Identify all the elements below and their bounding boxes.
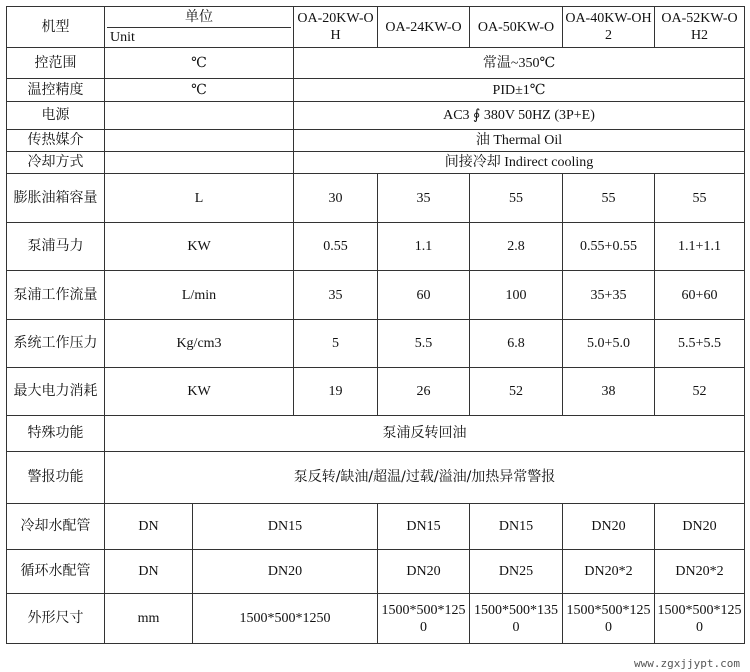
row-unit: L/min: [105, 271, 294, 320]
row-cell: 60: [378, 271, 470, 320]
row-cell: 55: [563, 174, 655, 223]
row-cell: 35+35: [563, 271, 655, 320]
row-label: 警报功能: [7, 452, 105, 504]
row-cell: 55: [655, 174, 745, 223]
row-power-supply: [7, 102, 745, 130]
row-tank: [7, 174, 745, 223]
row-label: 传热媒介: [7, 130, 105, 152]
row-dimensions: [7, 594, 745, 644]
model-2: OA-24KW-O: [378, 7, 470, 48]
model-4: OA-40KW-OH2: [563, 7, 655, 48]
row-value: AC3 ∮ 380V 50HZ (3P+E): [294, 102, 745, 130]
row-pressure: [7, 320, 745, 368]
row-label: 膨胀油箱容量: [7, 174, 105, 223]
row-cell: 6.8: [470, 320, 563, 368]
row-cell: 0.55: [294, 223, 378, 271]
row-cell: DN20: [655, 504, 745, 550]
row-medium: [7, 130, 745, 152]
row-cell: 1.1: [378, 223, 470, 271]
row-cell: DN20*2: [563, 550, 655, 594]
row-cell: 52: [655, 368, 745, 416]
row-cell: DN20: [563, 504, 655, 550]
row-unit: L: [105, 174, 294, 223]
row-cell: 100: [470, 271, 563, 320]
row-cell: DN15: [193, 504, 378, 550]
row-cell: 19: [294, 368, 378, 416]
row-alarm: [7, 452, 745, 504]
row-cell: 55: [470, 174, 563, 223]
row-label: 控范围: [7, 48, 105, 79]
row-circ-pipe: [7, 550, 745, 594]
row-cell: 2.8: [470, 223, 563, 271]
unit-cn: 单位: [107, 8, 291, 28]
row-value: 间接冷却 Indirect cooling: [294, 152, 745, 174]
row-label: 电源: [7, 102, 105, 130]
row-unit: Kg/cm3: [105, 320, 294, 368]
row-temp-accuracy: [7, 79, 745, 102]
row-cell: 1.1+1.1: [655, 223, 745, 271]
spec-table: [6, 6, 745, 644]
row-cell: 1500*500*1250: [655, 594, 745, 644]
watermark: www.zgxjjypt.com: [634, 657, 740, 670]
row-cell: 1500*500*1350: [470, 594, 563, 644]
row-cell: DN15: [378, 504, 470, 550]
row-label: 冷却水配管: [7, 504, 105, 550]
row-unit: [105, 130, 294, 152]
row-cell: 30: [294, 174, 378, 223]
row-cell: DN25: [470, 550, 563, 594]
row-label: 特殊功能: [7, 416, 105, 452]
row-value: 常温~350℃: [294, 48, 745, 79]
row-cooling-mode: [7, 152, 745, 174]
model-3: OA-50KW-O: [470, 7, 563, 48]
row-label: 冷却方式: [7, 152, 105, 174]
row-cell: 5.0+5.0: [563, 320, 655, 368]
row-unit: ℃: [105, 48, 294, 79]
row-cell: DN20: [193, 550, 378, 594]
row-cell: 5.5+5.5: [655, 320, 745, 368]
row-pump-power: [7, 223, 745, 271]
row-unit: KW: [105, 223, 294, 271]
row-value: 泵反转/缺油/超温/过载/溢油/加热异常警报: [105, 452, 745, 504]
row-unit: mm: [105, 594, 193, 644]
row-max-power: [7, 368, 745, 416]
row-cell: DN15: [470, 504, 563, 550]
row-cooling-pipe: [7, 504, 745, 550]
row-special: [7, 416, 745, 452]
row-unit: [105, 102, 294, 130]
header-row: [7, 7, 745, 48]
row-unit: DN: [105, 504, 193, 550]
unit-header: [105, 7, 294, 48]
row-unit: KW: [105, 368, 294, 416]
row-unit: [105, 152, 294, 174]
row-label: 泵浦马力: [7, 223, 105, 271]
row-cell: 1500*500*1250: [378, 594, 470, 644]
row-label: 泵浦工作流量: [7, 271, 105, 320]
row-label: 循环水配管: [7, 550, 105, 594]
row-label: 最大电力消耗: [7, 368, 105, 416]
model-1: OA-20KW-OH: [294, 7, 378, 48]
row-cell: 26: [378, 368, 470, 416]
row-cell: 38: [563, 368, 655, 416]
row-value: PID±1℃: [294, 79, 745, 102]
unit-en: Unit: [110, 29, 135, 45]
row-cell: 60+60: [655, 271, 745, 320]
row-cell: 0.55+0.55: [563, 223, 655, 271]
model-label: 机型: [7, 7, 105, 48]
row-label: 系统工作压力: [7, 320, 105, 368]
row-cell: 52: [470, 368, 563, 416]
row-cell: 5: [294, 320, 378, 368]
model-5: OA-52KW-OH2: [655, 7, 745, 48]
row-cell: DN20*2: [655, 550, 745, 594]
row-cell: 35: [378, 174, 470, 223]
row-unit: ℃: [105, 79, 294, 102]
row-cell: 1500*500*1250: [563, 594, 655, 644]
row-cell: DN20: [378, 550, 470, 594]
row-unit: DN: [105, 550, 193, 594]
row-value: 泵浦反转回油: [105, 416, 745, 452]
row-value: 油 Thermal Oil: [294, 130, 745, 152]
row-temp-range: [7, 48, 745, 79]
row-label: 外形尺寸: [7, 594, 105, 644]
row-pump-flow: [7, 271, 745, 320]
row-cell: 5.5: [378, 320, 470, 368]
row-cell: 35: [294, 271, 378, 320]
row-label: 温控精度: [7, 79, 105, 102]
row-cell: 1500*500*1250: [193, 594, 378, 644]
